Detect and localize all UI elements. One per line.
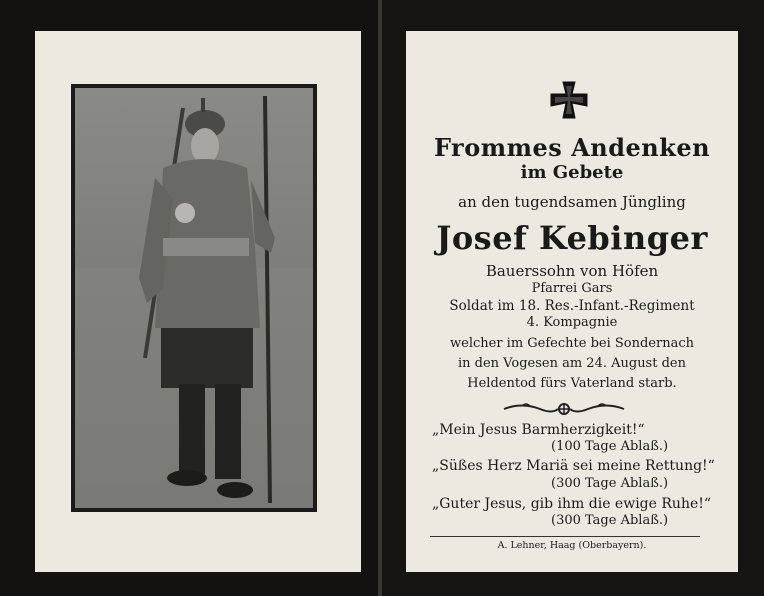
detail-line: Bauerssohn von Höfen bbox=[485, 262, 659, 280]
heading-line-2: im Gebete bbox=[520, 162, 624, 183]
intro-line: an den tugendsamen Jüngling bbox=[458, 193, 686, 211]
detail-line: 4. Kompagnie bbox=[526, 315, 618, 330]
floral-divider-icon bbox=[502, 400, 626, 418]
photo-image bbox=[75, 88, 313, 508]
prayer-indulgence: (300 Tage Ablaß.) bbox=[551, 476, 669, 491]
prayer-text: „Guter Jesus, gib ihm die ewige Ruhe!“ bbox=[432, 496, 712, 512]
detail-line: Soldat im 18. Res.-Infant.-Regiment bbox=[449, 298, 695, 314]
footer-divider bbox=[430, 536, 700, 537]
prayer-indulgence: (100 Tage Ablaß.) bbox=[551, 439, 669, 454]
prayer-indulgence: (300 Tage Ablaß.) bbox=[551, 513, 669, 528]
iron-cross-icon bbox=[549, 80, 589, 120]
soldier-portrait-image bbox=[75, 88, 313, 508]
soldier-photo bbox=[71, 84, 317, 512]
printer-credit: A. Lehner, Haag (Oberbayern). bbox=[497, 540, 647, 551]
heading-line-1: Frommes Andenken bbox=[433, 133, 711, 162]
detail-line: Pfarrei Gars bbox=[531, 281, 613, 296]
detail-line: welcher im Gefechte bei Sondernach bbox=[450, 336, 694, 351]
detail-line: Heldentod fürs Vaterland starb. bbox=[467, 376, 677, 391]
prayer-text: „Süßes Herz Mariä sei meine Rettung!“ bbox=[432, 458, 715, 474]
prayer-text: „Mein Jesus Barmherzigkeit!“ bbox=[432, 422, 645, 438]
deceased-name: Josef Kebinger bbox=[436, 219, 708, 257]
card-fold bbox=[378, 0, 382, 596]
detail-line: in den Vogesen am 24. August den bbox=[458, 356, 686, 371]
